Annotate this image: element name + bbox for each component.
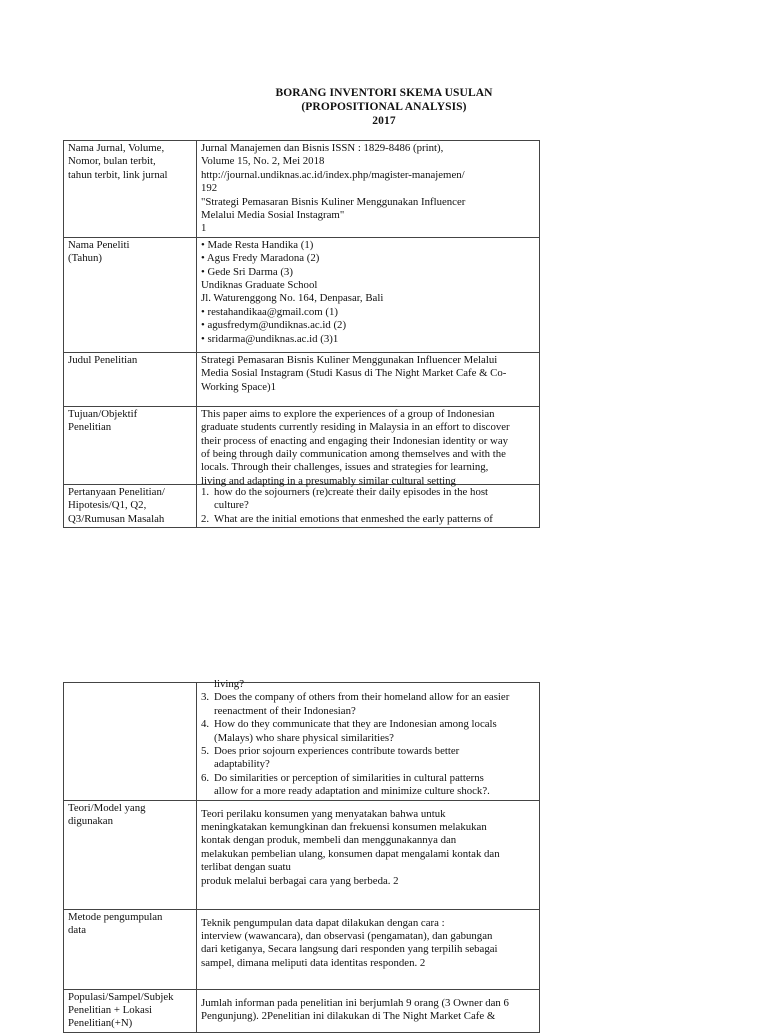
research-questions-list-continued — [201, 691, 535, 798]
row-nama-jurnal — [64, 141, 540, 238]
title-line-3: 2017 — [372, 115, 396, 127]
email-2[interactable]: • agusfredym@undiknas.ac.id (2) — [201, 319, 347, 332]
inventory-table-page1 — [63, 140, 540, 528]
label-teori: Teori/Model yang digunakan — [64, 800, 197, 909]
journal-name: Jurnal Manajemen dan Bisnis ISSN : 1829-8486 (print), — [201, 142, 444, 154]
row-tujuan — [64, 406, 540, 484]
content-pertanyaan-continued: living? 3. Does the company of others from their homeland allow for an easier reenactment of their Indonesian? 4. How do they communicate that they are Indonesian among locals (Malays) who share physical similarities? 5. Does prior sojourn experiences contribute towards better adaptability? 6. Do similarities or perception of similarities in cultural patterns allow for a more ready adaptation and minimize culture shock?. — [197, 683, 540, 801]
content-tujuan: This paper aims to explore the experiences of a group of Indonesian graduate students currently residing in Malaysia in an effort to discover their process of enacting and engaging their Indonesian identity or way of being through daily communication among themselves and with the locals. Through their challenges, issues and strategies for learning, living and adapting in a presumably similar cultural setting — [197, 406, 540, 484]
label-metode: Metode pengumpulan data — [64, 909, 197, 989]
row-nama-peneliti — [64, 237, 540, 352]
label-judul: Judul Penelitian — [64, 352, 197, 406]
label-tujuan: Tujuan/Objektif Penelitian — [64, 406, 197, 484]
article-title: "Strategi Pemasaran Bisnis Kuliner Menggunakan Influencer — [201, 195, 466, 208]
email-1[interactable]: • restahandikaa@gmail.com (1) — [201, 305, 338, 318]
document-title — [0, 86, 768, 128]
author-3: • Gede Sri Darma (3) — [201, 265, 293, 278]
research-questions-list — [201, 486, 535, 526]
content-populasi: Jumlah informan pada penelitian ini berjumlah 9 orang (3 Owner dan 6 Pengunjung). 2Penelitian ini dilakukan di The Night Market Cafe & — [197, 989, 540, 1032]
label-nama-jurnal: Nama Jurnal, Volume, Nomor, bulan terbit, tahun terbit, link jurnal — [64, 141, 197, 238]
question-item: 5. Does prior sojourn experiences contribute towards better adaptability? — [201, 745, 460, 771]
content-metode: Teknik pengumpulan data dapat dilakukan dengan cara : interview (wawancara), dan observasi (pengamatan), dan gabungan dari ketiganya, Secara langsung dari responden yang terpilih sebagai sampel, dimana meliputi data identitas responden. 2 — [197, 909, 540, 989]
content-judul: Strategi Pemasaran Bisnis Kuliner Menggunakan Influencer Melalui Media Sosial Instagram (Studi Kasus di The Night Market Cafe & Co- Working Space)1 — [197, 352, 540, 406]
label-nama-peneliti: Nama Peneliti (Tahun) — [64, 237, 197, 352]
title-line-2: (PROPOSITIONAL ANALYSIS) — [301, 101, 467, 113]
address: Jl. Waturenggong No. 164, Denpasar, Bali — [201, 292, 384, 305]
row-pertanyaan — [64, 484, 540, 527]
journal-link[interactable]: http://journal.undiknas.ac.id/index.php/magister-manajemen/ — [201, 168, 465, 181]
footnote-ref: 1 — [201, 222, 207, 235]
question-item: 6. Do similarities or perception of similarities in cultural patterns allow for a more ready adaptation and minimize culture shock?. — [201, 771, 490, 798]
label-populasi: Populasi/Sampel/Subjek Penelitian + Lokasi Penelitian(+N) — [64, 989, 197, 1032]
label-pertanyaan: Pertanyaan Penelitian/ Hipotesis/Q1, Q2, Q3/Rumusan Masalah — [64, 484, 197, 527]
row-populasi — [64, 989, 540, 1032]
content-nama-jurnal: Jurnal Manajemen dan Bisnis ISSN : 1829-8486 (print), Volume 15, No. 2, Mei 2018 http://journal.undiknas.ac.id/index.php/magister-manajemen/ 192 "Strategi Pemasaran Bisnis Kuliner Menggunakan Influencer Melalui Media Sosial Instagram" 1 — [197, 141, 540, 238]
question-item: 4. How do they communicate that they are Indonesian among locals (Malays) who share physical similarities? — [201, 718, 497, 744]
row-judul — [64, 352, 540, 406]
author-2: • Agus Fredy Maradona (2) — [201, 252, 320, 265]
institution: Undiknas Graduate School — [201, 279, 318, 292]
title-line-1: BORANG INVENTORI SKEMA USULAN — [275, 87, 493, 99]
content-nama-peneliti — [197, 237, 540, 352]
label-empty — [64, 683, 197, 801]
email-3[interactable]: • sridarma@undiknas.ac.id (3)1 — [201, 332, 339, 345]
question-item: 1. how do the sojourners (re)create their daily episodes in the host culture? — [201, 485, 489, 512]
question-item: 3. Does the company of others from their homeland allow for an easier reenactment of their Indonesian? — [201, 691, 510, 717]
row-metode — [64, 909, 540, 989]
row-pertanyaan-continued — [64, 683, 540, 801]
author-1: • Made Resta Handika (1) — [201, 238, 314, 251]
row-teori — [64, 800, 540, 909]
content-teori: Teori perilaku konsumen yang menyatakan bahwa untuk meningkatakan kemungkinan dan frekuensi konsumen melakukan kontak dengan produk, membeli dan menggunakannya dan melakukan pembelian ulang, konsumen dapat mengalami kontak dan terlibat dengan suatu produk melalui berbagai cara yang berbeda. 2 — [197, 800, 540, 909]
question-item: 2. What are the initial emotions that enmeshed the early patterns of — [201, 512, 493, 525]
content-pertanyaan — [197, 484, 540, 527]
inventory-table-page2 — [63, 678, 540, 1033]
journal-volume: Volume 15, No. 2, Mei 2018 — [201, 155, 325, 168]
